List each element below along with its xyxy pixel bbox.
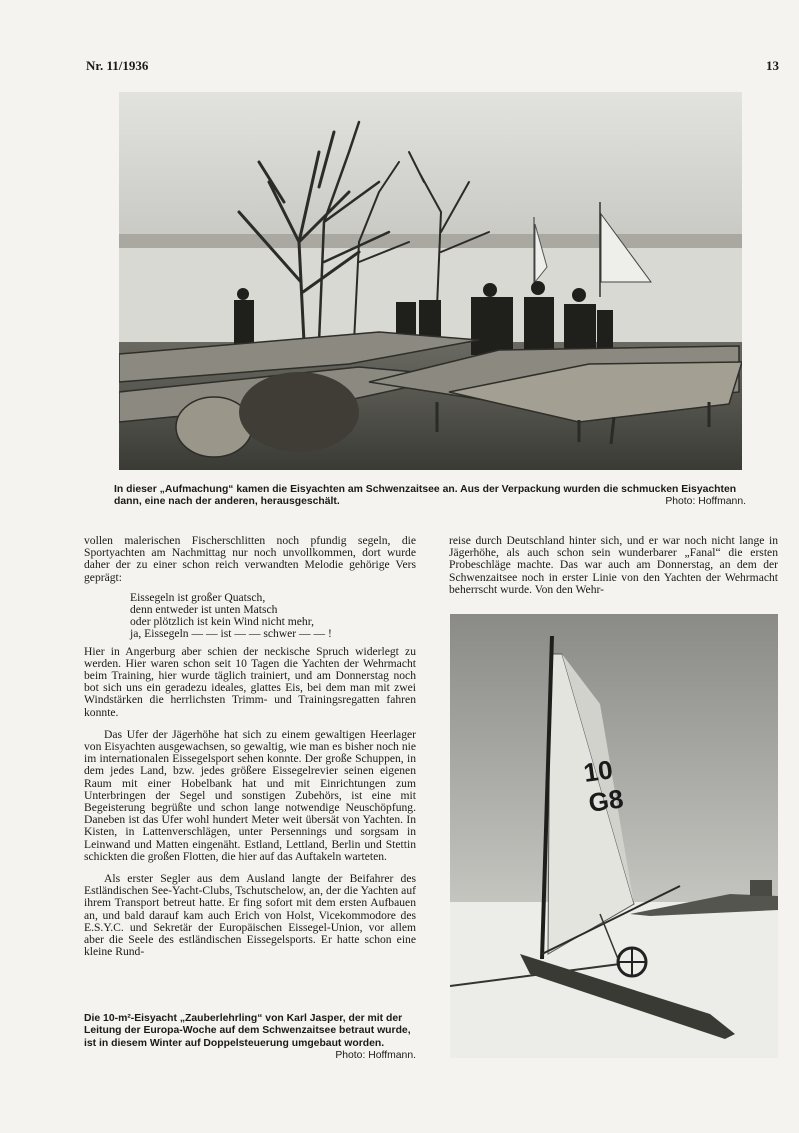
page-number: 13 [766, 58, 779, 73]
photo2-caption [84, 1013, 416, 1063]
photo2-credit: Photo: Hoffmann. [335, 1050, 416, 1062]
verse-line: ja, Eissegeln — — ist — — schwer — — ! [130, 627, 332, 641]
paragraph: Als erster Segler aus dem Ausland langte der Beifahrer des Estländischen See-Yacht-Clubs, Tschutschelow, an, der die Yachten auf ihrem Transport betreut hatte. Er fing sofort mit dem ersten Aufbauen an, und bald darauf kam auch Erich von Holst, Vicekommodore des E.S.Y.C. und Sekretär der Europäischen Eissegel-Union, vor allem aber die Seele des estländischen Eissegelsports. Er hatte schon eine kleine Rund- [84, 872, 416, 959]
verse-line: denn entweder ist unten Matsch [130, 603, 278, 617]
photo1-caption-text: In dieser „Aufmachung“ kamen die Eisyachten am Schwenzaitsee an. Aus der Verpackung wurden die schmucken Eisyachten dann, eine nach der anderen, herausgeschält. [114, 484, 737, 508]
verse [130, 592, 416, 641]
verse-line: Eissegeln ist großer Quatsch, [130, 590, 266, 604]
sail-number-bottom: G8 [586, 783, 626, 818]
photo1-caption [114, 484, 746, 509]
paragraph: Das Ufer der Jägerhöhe hat sich zu einem gewaltigen Heerlager von Eisyachten ausgewachsen, so gewaltig, wie man es bisher noch nie im internationalen Eissegelsport sehen konnte. Der große Schuppen, in dem jedes Land, bzw. jedes größere Eissegelrevier seinen eigenen Raum mit einer Hobelbank hat und mit Einrichtungen zum Unterbringen der Segel und sonstigen Zubehörs, ist eine mit Begeisterung begrüßte und schon lange notwendige Neuschöpfung. Daneben ist das Ufer wohl hundert Meter weit übersät von Yachten. In Kisten, in Lattenverschlägen, unter Persennings und sorgsam in Leinwand und Matten eingenäht. Estland, Lettland, Berlin und Stettin schickten die großen Flotten, die hier auf das Auftakeln warteten. [84, 727, 416, 863]
photo2-caption-text: Die 10-m²-Eisyacht „Zauberlehrling“ von Karl Jasper, der mit der Leitung der Europa-Woche auf dem Schwenzaitsee betraut wurde, ist in diesem Winter auf Doppelsteuerung umgebaut worden. [84, 1013, 411, 1049]
sail-number-top: 10 [581, 754, 615, 788]
photo-iceyacht-image [450, 614, 778, 1058]
article-column-right [449, 535, 778, 596]
paragraph: reise durch Deutschland hinter sich, und er war noch nicht lange in Jägerhöhe, als auch schon sein wunderbarer „Fanal“ die ersten Probeschläge machte. Das war auch am Donnerstag, an dem der Schwenzaitsee noch in erster Linie von den Yachten der Wehrmacht beherrscht wurde. Von den Wehr- [449, 534, 778, 596]
paragraph: Hier in Angerburg aber schien der neckische Spruch widerlegt zu werden. Hier waren schon seit 10 Tagen die Yachten der Wehrmacht beim Training, hier wurde täglich trainiert, und am Donnerstag noch bot sich uns ein geradezu ideales, glattes Eis, bei dem man mit zwei Windstärken die herrlichsten Trimm- und Trainingsregatten fahren konnte. [84, 644, 416, 719]
photo-packed-iceyachts [119, 92, 742, 470]
photo-packed-iceyachts-image [119, 92, 742, 470]
article-column-left [84, 535, 416, 959]
paragraph: vollen malerischen Fischerschlitten noch pfundig segeln, die Sportyachten am Nachmittag nur noch unvollkommen, dort wurde daher der zu einer schon reich verwandten Melodie gehörige Vers geprägt: [84, 534, 416, 584]
issue-number: Nr. 11/1936 [86, 58, 149, 73]
verse-line: oder plötzlich ist kein Wind nicht mehr, [130, 615, 314, 629]
photo1-credit: Photo: Hoffmann. [665, 496, 746, 508]
photo-iceyacht-zauberlehrling [450, 614, 778, 1058]
